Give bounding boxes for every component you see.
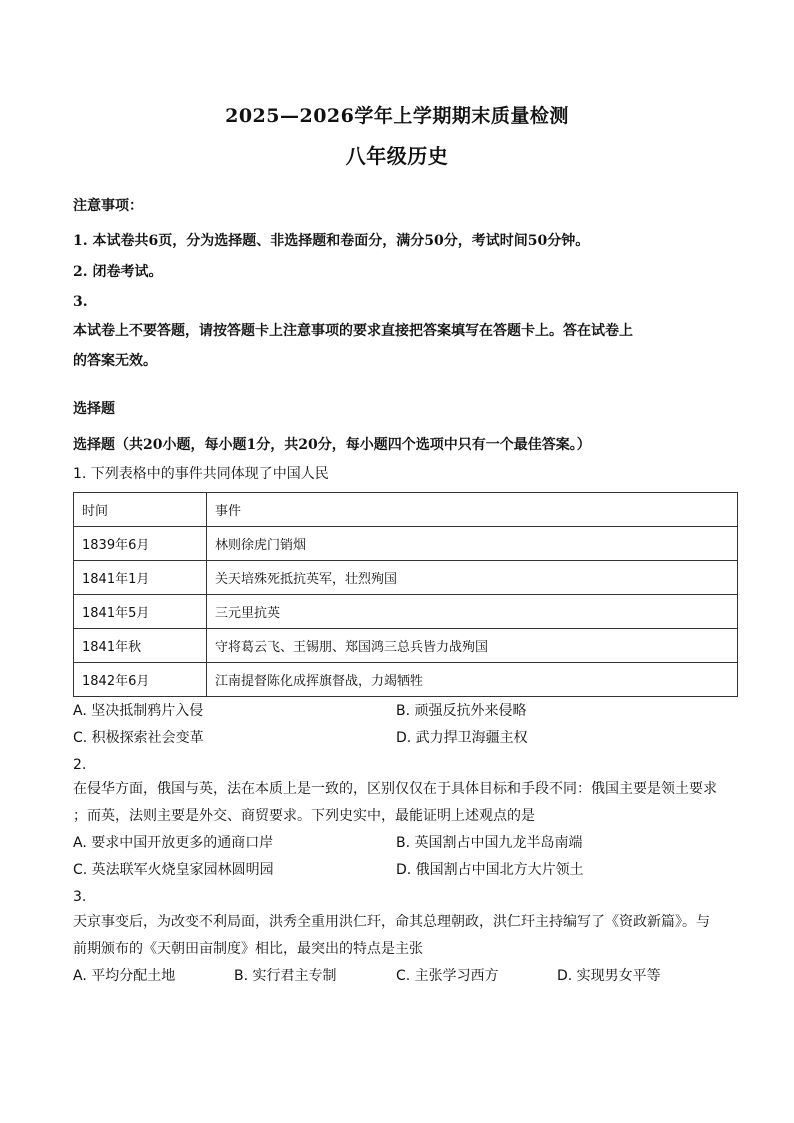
question-2-option-c: C. 英法联军火烧皇家园林圆明园 [73,862,274,878]
question-3-option-a: A. 平均分配土地 [73,968,176,984]
table-row [74,527,738,561]
table-row [74,663,738,697]
section-instruction: 选择题（共20小题，每小题1分，共20分，每小题四个选项中只有一个最佳答案。） [73,437,591,453]
question-3-stem-line-2: 前期颁布的《天朝田亩制度》相比，最突出的特点是主张 [73,941,423,957]
question-2-option-b: B. 英国割占中国九龙半岛南端 [396,835,583,851]
question-3-number: 3. [73,889,87,905]
notice-item-3-line-2: 的答案无效。 [73,353,157,369]
question-2-stem-line-2: ；而英，法则主要是外交、商贸要求。下列史实中，最能证明上述观点的是 [73,808,535,824]
question-1-option-a: A. 坚决抵制鸦片入侵 [73,703,204,719]
events-table [73,492,738,697]
table-row [74,595,738,629]
cell-event: 关天培殊死抵抗英军，壮烈殉国 [207,561,738,595]
question-3-option-d: D. 实现男女平等 [557,968,661,984]
question-2-stem-line-1: 在侵华方面，俄国与英，法在本质上是一致的，区别仅仅在于具体目标和手段不同：俄国主要是领土要求 [73,781,717,797]
question-3-option-c: C. 主张学习西方 [396,968,499,984]
notice-item-3-line-1: 本试卷上不要答题，请按答题卡上注意事项的要求直接把答案填写在答题卡上。答在试卷上 [73,323,633,339]
exam-subject: 八年级历史 [345,144,449,168]
cell-event: 林则徐虎门销烟 [207,527,738,561]
cell-time: 1842年6月 [74,663,207,697]
exam-title: 2025—2026学年上学期期末质量检测 [225,105,569,127]
notice-item-2: 2. 闭卷考试。 [73,264,163,280]
column-header-event: 事件 [207,493,738,527]
cell-time: 1841年秋 [74,629,207,663]
cell-event: 三元里抗英 [207,595,738,629]
cell-event: 守将葛云飞、王锡朋、郑国鸿三总兵皆力战殉国 [207,629,738,663]
question-3-option-b: B. 实行君主专制 [234,968,337,984]
notice-item-3-number: 3. [73,294,88,310]
question-2-option-a: A. 要求中国开放更多的通商口岸 [73,835,274,851]
question-2-number: 2. [73,757,87,773]
cell-time: 1841年1月 [74,561,207,595]
question-3-stem-line-1: 天京事变后，为改变不利局面，洪秀全重用洪仁玕，命其总理朝政，洪仁玕主持编写了《资政新篇》。与 [73,914,710,930]
table-header-row [74,493,738,527]
cell-event: 江南提督陈化成挥旗督战，力竭牺牲 [207,663,738,697]
cell-time: 1839年6月 [74,527,207,561]
table-row [74,629,738,663]
question-2-option-d: D. 俄国割占中国北方大片领土 [396,862,584,878]
section-heading: 选择题 [73,401,115,417]
cell-time: 1841年5月 [74,595,207,629]
question-1-option-b: B. 顽强反抗外来侵略 [396,703,527,719]
notice-heading: 注意事项： [73,198,143,214]
notice-item-1: 1. 本试卷共6页，分为选择题、非选择题和卷面分，满分50分，考试时间50分钟。 [73,233,590,249]
question-1-option-d: D. 武力捍卫海疆主权 [396,730,528,746]
question-1-option-c: C. 积极探索社会变革 [73,730,204,746]
table-row [74,561,738,595]
column-header-time: 时间 [74,493,207,527]
question-1-stem: 1. 下列表格中的事件共同体现了中国人民 [73,466,329,482]
